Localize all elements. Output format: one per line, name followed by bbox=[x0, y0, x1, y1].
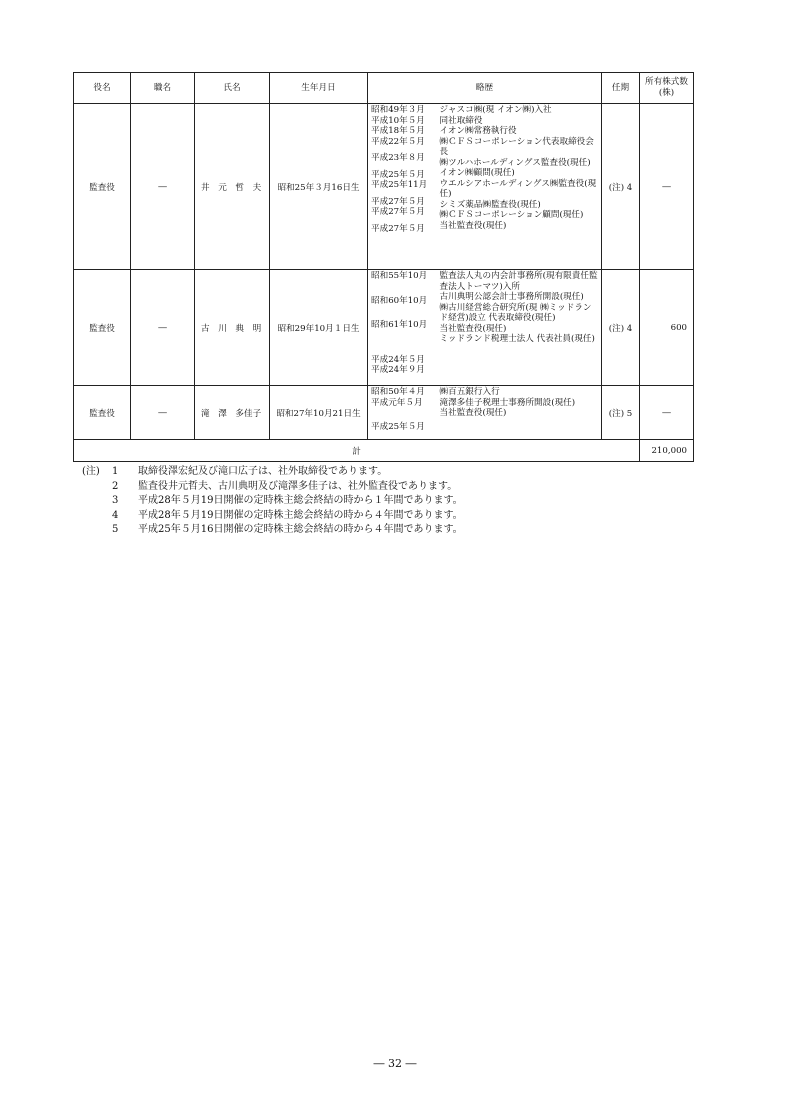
history-date: 平成23年８月 bbox=[371, 153, 425, 163]
history-dates bbox=[368, 386, 437, 440]
history-date: 平成25年５月 bbox=[371, 422, 425, 432]
history-text: ミッドランド税理士法人 代表社員(現任) bbox=[439, 334, 595, 344]
note-item bbox=[82, 494, 463, 509]
name-cell: 滝 澤 多佳子 bbox=[195, 386, 270, 440]
history-text: ㈱百五銀行入行 bbox=[439, 387, 500, 397]
role-cell: 監査役 bbox=[74, 270, 131, 386]
note-number: 4 bbox=[112, 509, 119, 521]
table-row bbox=[74, 386, 694, 440]
history-text: イオン㈱顧問(現任) bbox=[439, 168, 515, 178]
header-shares: 所有株式数 (株) bbox=[640, 73, 694, 104]
total-label: 計 bbox=[74, 440, 640, 462]
note-prefix: (注) bbox=[82, 466, 100, 477]
note-text: 平成28年５月19日開催の定時株主総会終結の時から４年間であります。 bbox=[138, 509, 463, 521]
note-item bbox=[82, 509, 463, 524]
role-cell: 監査役 bbox=[74, 386, 131, 440]
history-date: 平成25年11月 bbox=[371, 180, 428, 190]
note-item bbox=[82, 480, 463, 495]
history-date: 平成24年９月 bbox=[371, 365, 425, 375]
history-text: ㈱ＣＦＳコーポレーション代表取締役会長 bbox=[439, 136, 594, 157]
history-text: イオン㈱常務執行役 bbox=[439, 126, 517, 136]
total-row bbox=[74, 440, 694, 462]
history-texts bbox=[437, 386, 602, 440]
role-cell: 監査役 bbox=[74, 104, 131, 270]
page-number: ― 32 ― bbox=[373, 1057, 417, 1070]
term-cell: (注) 4 bbox=[602, 104, 640, 270]
history-text: 当社監査役(現任) bbox=[439, 220, 507, 231]
history-date: 平成27年５月 bbox=[371, 207, 425, 217]
history-date: 平成10年５月 bbox=[371, 115, 425, 126]
history-text: ㈱古川経営総合研究所(現 ㈱ミッドランド経営)設立 代表取締役(現任) bbox=[439, 302, 592, 323]
note-number: 5 bbox=[112, 524, 119, 535]
history-texts bbox=[437, 270, 602, 386]
history-text: ジャスコ㈱(現 イオン㈱)入社 bbox=[439, 105, 552, 115]
title-cell: ― bbox=[131, 386, 195, 440]
table-row bbox=[74, 270, 694, 386]
title-cell: ― bbox=[131, 104, 195, 270]
history-text: 当社監査役(現任) bbox=[439, 323, 507, 334]
note-text: 平成25年５月16日開催の定時株主総会終結の時から４年間であります。 bbox=[138, 524, 463, 535]
shares-cell: ― bbox=[640, 104, 694, 270]
history-date: 昭和49年３月 bbox=[371, 105, 425, 115]
header-title: 職名 bbox=[131, 73, 195, 104]
note-number: 3 bbox=[112, 495, 119, 506]
history-text: 古川典明公認会計士事務所開設(現任) bbox=[439, 292, 584, 302]
history-text: ㈱ツルハホールディングス監査役(現任) bbox=[439, 157, 591, 168]
shares-cell: ― bbox=[640, 386, 694, 440]
name-cell: 古 川 典 明 bbox=[195, 270, 270, 386]
table-row bbox=[74, 104, 694, 270]
note-text: 平成28年５月19日開催の定時株主総会終結の時から１年間であります。 bbox=[138, 495, 463, 506]
header-name: 氏名 bbox=[195, 73, 270, 104]
name-cell: 井 元 哲 夫 bbox=[195, 104, 270, 270]
history-text: 滝澤多佳子税理士事務所開設(現任) bbox=[439, 397, 576, 408]
birth-cell: 昭和27年10月21日生 bbox=[270, 386, 368, 440]
history-date: 昭和50年４月 bbox=[371, 387, 425, 397]
history-date: 平成18年５月 bbox=[371, 126, 425, 136]
shares-cell: 600 bbox=[640, 270, 694, 386]
history-date: 平成27年５月 bbox=[371, 223, 425, 234]
total-shares: 210,000 bbox=[640, 440, 694, 462]
history-date: 平成24年５月 bbox=[371, 354, 425, 365]
history-date: 平成25年５月 bbox=[371, 169, 425, 180]
history-date: 平成22年５月 bbox=[371, 136, 425, 147]
term-cell: (注) 4 bbox=[602, 270, 640, 386]
history-dates bbox=[368, 104, 437, 270]
header-role: 役名 bbox=[74, 73, 131, 104]
note-item bbox=[82, 465, 463, 480]
history-texts bbox=[437, 104, 602, 270]
note-text: 取締役澤宏紀及び滝口広子は、社外取締役であります。 bbox=[138, 466, 388, 477]
title-cell: ― bbox=[131, 270, 195, 386]
birth-cell: 昭和29年10月１日生 bbox=[270, 270, 368, 386]
note-number: 1 bbox=[112, 466, 119, 477]
notes bbox=[82, 465, 463, 538]
term-cell: (注) 5 bbox=[602, 386, 640, 440]
header-birth: 生年月日 bbox=[270, 73, 368, 104]
note-text: 監査役井元哲夫、古川典明及び滝澤多佳子は、社外監査役であります。 bbox=[138, 480, 458, 492]
history-text: 監査法人丸の内会計事務所(現有限責任監査法人トーマツ)入所 bbox=[439, 271, 598, 292]
history-text: シミズ薬品㈱監査役(現任) bbox=[439, 199, 541, 210]
history-dates bbox=[368, 270, 437, 386]
history-text: 当社監査役(現任) bbox=[439, 408, 507, 418]
history-date: 昭和60年10月 bbox=[371, 295, 428, 306]
note-item bbox=[82, 523, 463, 538]
header-career: 略歴 bbox=[368, 73, 602, 104]
history-text: ㈱ＣＦＳコーポレーション顧問(現任) bbox=[439, 210, 584, 220]
birth-cell: 昭和25年３月16日生 bbox=[270, 104, 368, 270]
history-date: 昭和55年10月 bbox=[371, 271, 428, 281]
history-text: 同社取締役 bbox=[439, 115, 483, 126]
history-date: 平成元年５月 bbox=[371, 397, 423, 408]
history-text: ウエルシアホールディングス㈱監査役(現任) bbox=[439, 178, 597, 199]
officers-table bbox=[73, 72, 694, 462]
header-row bbox=[74, 73, 694, 104]
history-date: 平成27年５月 bbox=[371, 196, 425, 207]
header-term: 任期 bbox=[602, 73, 640, 104]
history-date: 昭和61年10月 bbox=[371, 320, 428, 330]
note-number: 2 bbox=[112, 480, 119, 492]
